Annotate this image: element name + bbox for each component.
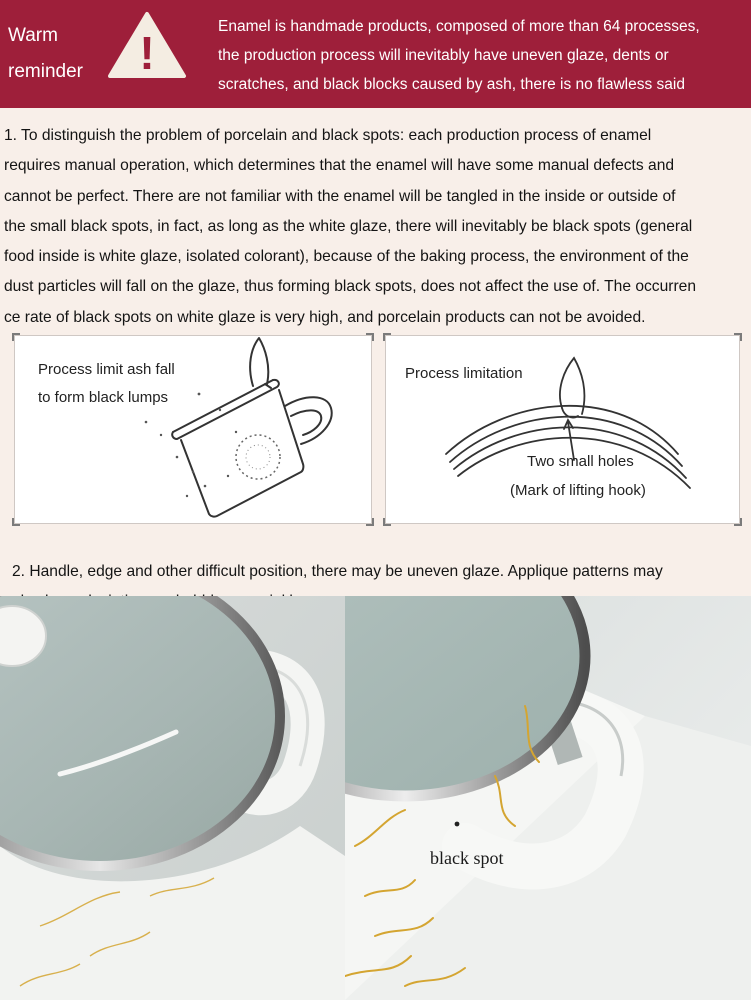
diagram-ash-fall [14,335,372,524]
section-1-line: cannot be perfect. There are not familiar with the enamel will be tangled in the inside or outside of [4,187,676,205]
section-1-line: dust particles will fall on the glaze, thus forming black spots, does not affect the use of. The occurren [4,278,696,296]
banner-title [8,18,100,90]
section-2-line: 2. Handle, edge and other difficult position, there may be uneven glaze. Applique patterns may [12,563,663,580]
diagram-1-label [38,356,175,412]
photo-uneven-glaze-handle [0,596,345,1000]
section-1-text [4,121,749,333]
section-1-line: 1. To distinguish the problem of porcelain and black spots: each production process of enamel [4,127,652,144]
black-spot-label: black spot [430,848,504,868]
warm-reminder-banner [0,0,751,108]
diagram-1-label-line: to form black lumps [38,389,169,406]
diagram-2-holes-label: Two small holes [527,453,634,470]
banner-notice-line-2: the production process will inevitably have uneven glaze, dents or [218,47,669,64]
banner-notice-line-3: scratches, and black blocks caused by ash, there is no flawless said [218,76,685,93]
diagram-lifting-hook [385,335,740,524]
warning-icon [106,10,188,80]
diagram-2-title: Process limitation [405,365,523,382]
warning-glyph: ! [139,27,155,79]
banner-notice [218,12,748,99]
banner-notice-line-1: Enamel is handmade products, composed of more than 64 processes, [218,18,700,35]
diagram-2-mark-label: (Mark of lifting hook) [510,482,646,499]
section-1-line: the small black spots, in fact, as long as the white glaze, there will inevitably be black spots (general [4,217,693,235]
section-1-line: ce rate of black spots on white glaze is very high, and porcelain products can not be avoided. [4,308,646,326]
pot-handle-photo-icon [345,596,751,1000]
banner-title-line-2: reminder [8,61,83,82]
photo-black-spot-handle [345,596,751,1000]
section-1-line: food inside is white glaze, isolated colorant), because of the baking process, the environment of the [4,248,689,266]
pot-lid-photo-icon [0,596,345,1000]
diagram-1-label-line: Process limit ash fall [38,361,175,378]
section-1-line: requires manual operation, which determines that the enamel will have some manual defects and [4,157,675,175]
banner-title-line-1: Warm [8,25,58,46]
